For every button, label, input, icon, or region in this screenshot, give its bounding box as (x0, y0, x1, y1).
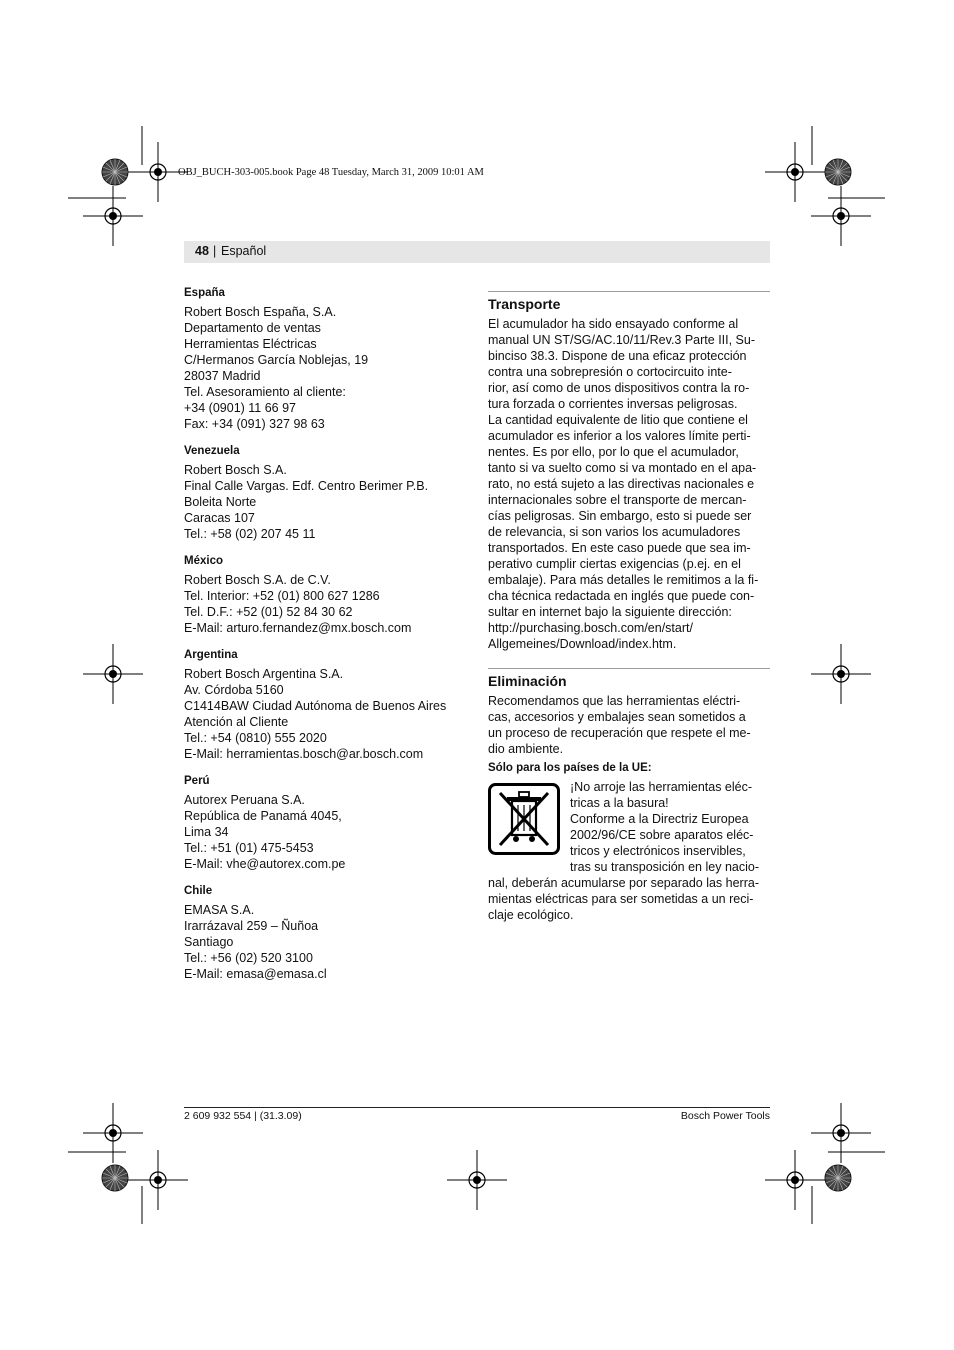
text-line: ¡No arroje las herramientas eléc- (570, 780, 753, 794)
text-line: Allgemeines/Download/index.htm. (488, 637, 677, 651)
registration-star-icon (825, 159, 851, 185)
country-contact-block (184, 773, 474, 872)
country-name: España (184, 287, 225, 299)
text-line: transportados. En este caso puede que sea im- (488, 541, 751, 555)
text-line: contra una sobrepresión o cortocircuito inte- (488, 365, 732, 379)
text-line: dio ambiente. (488, 742, 564, 756)
text-line: tricas a la basura! (570, 796, 669, 810)
text-line: Departamento de ventas (184, 321, 321, 335)
country-name: México (184, 555, 223, 567)
section-title: Eliminación (488, 673, 567, 689)
country-contact-block (184, 647, 474, 762)
text-line: E-Mail: herramientas.bosch@ar.bosch.com (184, 747, 424, 761)
text-line: Tel.: +58 (02) 207 45 11 (184, 527, 316, 541)
text-line: internacionales sobre el transporte de mercan- (488, 493, 747, 507)
text-line: acumulador es inferior a los valores límite perti- (488, 429, 751, 443)
info-column (488, 291, 770, 923)
registration-mark-icon (83, 186, 143, 246)
country-name: Perú (184, 775, 210, 787)
text-line: 2002/96/CE sobre aparatos eléc- (570, 828, 754, 842)
text-line: embalaje). Para más detalles le remitimos a la fi- (488, 573, 759, 587)
text-line: Av. Córdoba 5160 (184, 683, 284, 697)
text-line: Tel.: +51 (01) 475-5453 (184, 841, 314, 855)
footer-brand: Bosch Power Tools (680, 1110, 770, 1122)
weee-text-continued (488, 875, 770, 923)
text-line: perativo cumplir ciertas exigencias (p.ej. en el (488, 557, 741, 571)
text-line: Santiago (184, 935, 234, 949)
contact-column (184, 285, 474, 982)
footer-doc-number: 2 609 932 554 | (31.3.09) (184, 1110, 302, 1122)
text-line: rato, no está sujeto a las directivas nacionales e (488, 477, 755, 491)
text-line: Conforme a la Directriz Europea (570, 812, 749, 826)
country-contact-block (184, 883, 474, 982)
text-line: http://purchasing.bosch.com/en/start/ (488, 621, 693, 635)
text-line: mientas eléctricas para ser sometidas a un reci- (488, 892, 754, 906)
registration-mark-icon (447, 1150, 507, 1210)
text-line: manual UN ST/SG/AC.10/11/Rev.3 Parte III, Su- (488, 333, 756, 347)
text-line: Tel.: +56 (02) 520 3100 (184, 951, 313, 965)
text-line: Atención al Cliente (184, 715, 289, 729)
text-line: C/Hermanos García Noblejas, 19 (184, 353, 369, 367)
transporte-section (488, 291, 770, 652)
text-line: Irarrázaval 259 – Ñuñoa (184, 919, 319, 933)
country-name: Chile (184, 885, 213, 897)
text-line: C1414BAW Ciudad Autónoma de Buenos Aires (184, 699, 447, 713)
registration-mark-icon (811, 644, 871, 704)
text-line: Final Calle Vargas. Edf. Centro Berimer P.B. (184, 479, 429, 493)
text-line: tanto si va suelto como si va montado en el apa- (488, 461, 757, 475)
registration-mark-icon (811, 1103, 871, 1163)
text-line: cha técnica redactada en inglés que puede con- (488, 589, 755, 603)
registration-mark-icon (128, 1150, 188, 1210)
country-contact-block (184, 553, 474, 636)
registration-star-icon (102, 159, 128, 185)
registration-star-icon (102, 1165, 128, 1191)
text-line: E-Mail: arturo.fernandez@mx.bosch.com (184, 621, 412, 635)
country-contact-block (184, 285, 474, 432)
registration-mark-icon (83, 644, 143, 704)
country-contact-block (184, 443, 474, 542)
text-line: La cantidad equivalente de litio que contiene el (488, 413, 748, 427)
weee-text (570, 779, 759, 875)
text-line: Caracas 107 (184, 511, 255, 525)
footer-rule (184, 1107, 770, 1108)
text-line: rior, así como de unos dispositivos contra la ro- (488, 381, 750, 395)
text-line: binciso 38.3. Dispone de una eficaz protección (488, 349, 747, 363)
text-line: nal, deberán acumularse por separado las herra- (488, 876, 759, 890)
country-name: Venezuela (184, 445, 240, 457)
text-line: E-Mail: vhe@autorex.com.pe (184, 857, 346, 871)
print-slug: OBJ_BUCH-303-005.book Page 48 Tuesday, March 31, 2009 10:01 AM (178, 167, 484, 178)
text-line: tras su transposición en ley nacio- (570, 860, 759, 874)
text-line: E-Mail: emasa@emasa.cl (184, 967, 327, 981)
text-line: El acumulador ha sido ensayado conforme al (488, 317, 739, 331)
eliminacion-body (488, 693, 770, 757)
text-line: Autorex Peruana S.A. (184, 793, 305, 807)
text-line: nentes. Es por ello, por lo que el acumulador, (488, 445, 739, 459)
text-line: tricos y electrónicos inservibles, (570, 844, 746, 858)
transporte-body (488, 316, 770, 652)
text-line: sultar en internet bajo la siguiente dirección: (488, 605, 732, 619)
registration-star-icon (825, 1165, 851, 1191)
text-line: 28037 Madrid (184, 369, 261, 383)
text-line: República de Panamá 4045, (184, 809, 342, 823)
eliminacion-section (488, 668, 770, 923)
text-line: claje ecológico. (488, 908, 574, 922)
text-line: tura forzada o corrientes inversas peligrosas. (488, 397, 738, 411)
text-line: Robert Bosch S.A. de C.V. (184, 573, 331, 587)
text-line: Fax: +34 (091) 327 98 63 (184, 417, 325, 431)
registration-mark-icon (765, 142, 825, 202)
text-line: Robert Bosch España, S.A. (184, 305, 337, 319)
text-line: Robert Bosch Argentina S.A. (184, 667, 344, 681)
eu-subheading: Sólo para los países de la UE: (488, 762, 652, 774)
text-line: Tel. D.F.: +52 (01) 52 84 30 62 (184, 605, 353, 619)
text-line: Recomendamos que las herramientas eléctri- (488, 694, 741, 708)
text-line: Tel.: +54 (0810) 555 2020 (184, 731, 327, 745)
registration-mark-icon (765, 1150, 825, 1210)
weee-crossed-bin-icon (488, 783, 560, 855)
header-language: Español (221, 244, 267, 258)
text-line: Lima 34 (184, 825, 229, 839)
text-line: Robert Bosch S.A. (184, 463, 287, 477)
text-line: cías peligrosas. Sin embargo, esto si puede ser (488, 509, 752, 523)
text-line: Tel. Interior: +52 (01) 800 627 1286 (184, 589, 380, 603)
registration-mark-icon (811, 186, 871, 246)
text-line: cas, accesorios y embalajes sean sometidos a (488, 710, 746, 724)
text-line: Boleita Norte (184, 495, 257, 509)
text-line: de relevancia, si son varios los acumuladores (488, 525, 741, 539)
section-title: Transporte (488, 296, 561, 312)
page-number: 48 (195, 244, 209, 258)
weee-block (488, 779, 770, 875)
text-line: EMASA S.A. (184, 903, 255, 917)
text-line: +34 (0901) 11 66 97 (184, 401, 297, 415)
registration-mark-icon (83, 1103, 143, 1163)
text-line: Tel. Asesoramiento al cliente: (184, 385, 346, 399)
country-name: Argentina (184, 649, 238, 661)
page-header (184, 241, 770, 263)
header-separator: | (213, 244, 217, 258)
text-line: Herramientas Eléctricas (184, 337, 317, 351)
text-line: un proceso de recuperación que respete el me- (488, 726, 751, 740)
